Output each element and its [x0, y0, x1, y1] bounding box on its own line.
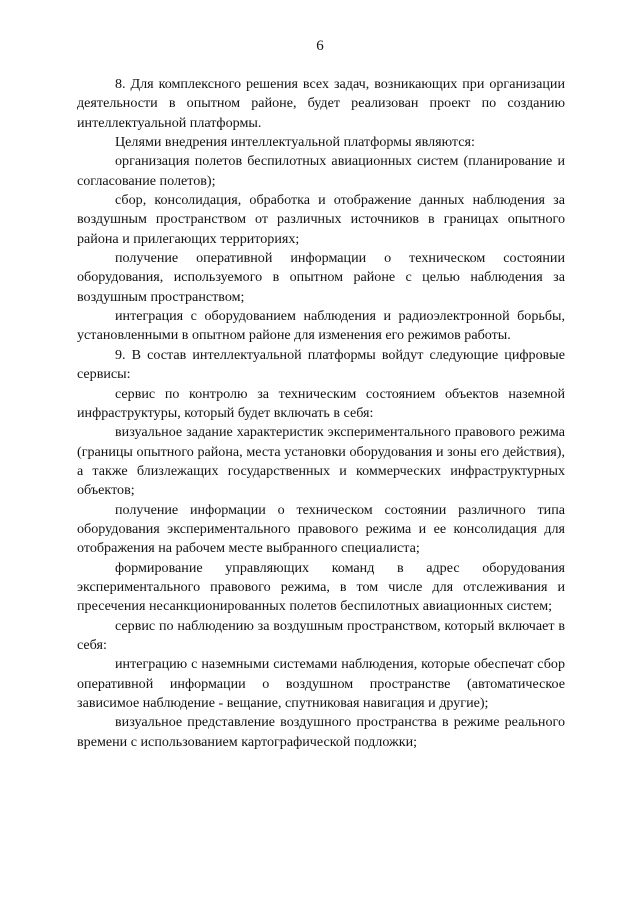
document-body	[77, 75, 565, 752]
paragraph-visual-airspace: визуальное представление воздушного пространства в режиме реального времени с использованием картографической подложки;	[77, 714, 565, 750]
paragraph-goal-data-collection: сбор, консолидация, обработка и отображение данных наблюдения за воздушным пространством от различных источников в границах опытного района и прилегающих территориях;	[77, 192, 565, 247]
paragraph-goals-intro: Целями внедрения интеллектуальной платформы являются:	[115, 134, 475, 151]
paragraph-equipment-info: получение информации о техническом состоянии различного типа оборудования экспериментального правового режима и ее консолидация для отображения на рабочем месте выбранного специалиста;	[77, 501, 565, 557]
paragraph-control-commands: формирование управляющих команд в адрес оборудования экспериментального правового режима, в том числе для отслеживания и пресечения несанкционированных полетов беспилотных авиационных систем;	[77, 559, 565, 615]
paragraph-goal-integration: интеграция с оборудованием наблюдения и радиоэлектронной борьбы, установленными в опытном районе для изменения его режимов работы.	[77, 308, 565, 344]
paragraph-item-9: 9. В состав интеллектуальной платформы войдут следующие цифровые сервисы:	[77, 346, 565, 383]
paragraph-service-infrastructure: сервис по контролю за техническим состоянием объектов наземной инфраструктуры, который будет включать в себя:	[77, 385, 565, 421]
paragraph-visual-characteristics: визуальное задание характеристик экспериментального правового режима (границы опытного района, места установки оборудования и зоны его действия), а также близлежащих государственных и коммерческих инфраструктурных объектов;	[77, 424, 565, 499]
paragraph-goal-flights: организация полетов беспилотных авиационных систем (планирование и согласование полетов);	[77, 153, 565, 189]
page-number: 6	[316, 38, 324, 54]
paragraph-service-airspace: сервис по наблюдению за воздушным пространством, который включает в себя:	[77, 617, 565, 653]
paragraph-item-8: 8. Для комплексного решения всех задач, возникающих при организации деятельности в опытном районе, будет реализован проект по созданию интеллектуальной платформы.	[77, 76, 565, 131]
paragraph-goal-equipment-status: получение оперативной информации о техническом состоянии оборудования, используемого в опытном районе с целью наблюдения за воздушным пространством;	[77, 250, 565, 305]
paragraph-ground-integration: интеграцию с наземными системами наблюдения, которые обеспечат сбор оперативной информации о воздушном пространстве (автоматическое зависимое наблюдение - вещание, спутниковая навигация и другие);	[77, 656, 565, 711]
